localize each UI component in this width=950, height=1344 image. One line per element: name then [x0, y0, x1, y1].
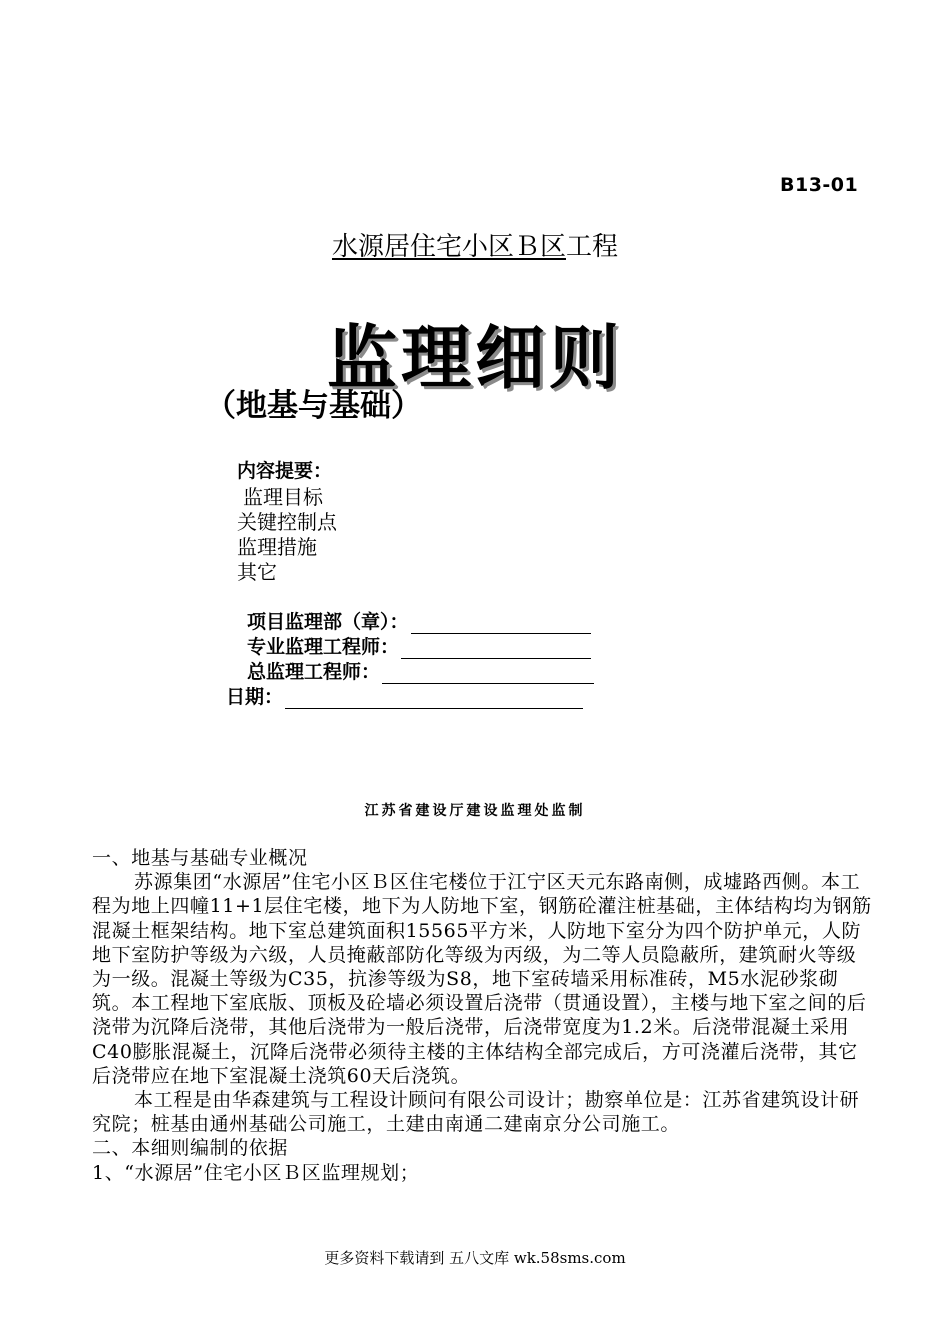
signature-date-label: 日期： — [226, 686, 284, 708]
list-item: 1、“水源居”住宅小区Ｂ区监理规划； — [92, 1161, 420, 1184]
project-title — [0, 226, 950, 263]
toc-item: 其它 — [237, 560, 277, 584]
issuer-line: 江苏省建设厅建设监理处监制 — [364, 803, 586, 819]
body-section — [92, 846, 872, 1185]
toc-item: 监理目标 — [243, 485, 323, 509]
signature-engineer-label: 专业监理工程师： — [247, 636, 400, 658]
toc-title: 内容提要： — [237, 460, 333, 482]
toc-item: 监理措施 — [237, 535, 317, 559]
section-heading-1: 一、地基与基础专业概况 — [92, 847, 308, 869]
signature-chief — [247, 657, 594, 684]
signature-date — [226, 682, 583, 709]
toc-item: 关键控制点 — [237, 510, 337, 534]
project-name: 水源居住宅小区Ｂ区 — [331, 232, 566, 262]
signature-chief-label: 总监理工程师： — [247, 661, 381, 683]
section-heading-2: 二、本细则编制的依据 — [92, 1137, 289, 1160]
signature-date-line — [285, 690, 583, 709]
paragraph-overview: 苏源集团“水源居”住宅小区Ｂ区住宅楼位于江宁区天元东路南侧，成墟路西侧。本工程为地上四幢11+1层住宅楼，地下为人防地下室，钢筋砼灌注桩基础，主体结构均为钢筋混凝土框架结构。地下室总建筑面积15565平方米，人防地下室分为四个防护单元，人防地下室防护等级为六级，人员掩蔽部防化等级为丙级，为二等人员隐蔽所，建筑耐火等级为一级。混凝土等级为C35，抗渗等级为S8，地下室砖墙采用标准砖，M5水泥砂浆砌筑。本工程地下室底版、顶板及砼墙必须设置后浇带（贯通设置），主楼与地下室之间的后浇带为沉降后浇带，其他后浇带为一般后浇带，后浇带宽度为1.2米。后浇带混凝土采用C40膨胀混凝土，沉降后浇带必须待主楼的主体结构全部完成后，方可浇灌后浇带，其它后浇带应在地下室混凝土浇筑60天后浇筑。 — [92, 871, 872, 1087]
signature-dept-label: 项目监理部（章）： — [247, 611, 409, 633]
main-title: 监理细则 — [327, 317, 623, 399]
signature-engineer — [247, 632, 591, 659]
project-suffix: 工程 — [566, 232, 619, 262]
paragraph-parties: 本工程是由华森建筑与工程设计顾问有限公司设计；勘察单位是：江苏省建筑设计研究院；桩基由通州基础公司施工，土建由南通二建南京分公司施工。 — [92, 1089, 860, 1136]
subtitle: （地基与基础） — [205, 388, 422, 424]
signature-dept — [247, 607, 591, 634]
document-code: B13-01 — [780, 174, 859, 196]
footer-note: 更多资料下载请到 五八文库 wk.58sms.com — [324, 1249, 626, 1267]
